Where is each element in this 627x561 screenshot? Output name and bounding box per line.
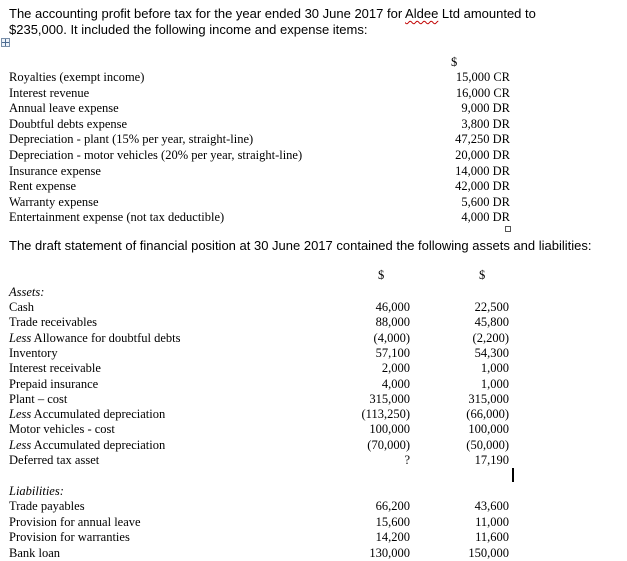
asset-row-label xyxy=(9,407,165,422)
asset-row-prefix: Less xyxy=(9,330,32,345)
asset-row-value-1: ? xyxy=(404,453,410,467)
ie-row-amount: 42,000 DR xyxy=(455,179,510,194)
table-resize-handle-icon[interactable] xyxy=(505,226,511,232)
asset-row-text: Accumulated depreciation xyxy=(31,437,166,452)
asset-row-label xyxy=(9,331,181,346)
liability-row-label: Provision for annual leave xyxy=(9,514,141,529)
liability-row-label: Trade payables xyxy=(9,499,85,513)
liability-row-value-2: 43,600 xyxy=(474,499,509,513)
ie-row-amount: 4,000 DR xyxy=(461,210,510,225)
asset-row-label xyxy=(9,453,99,468)
ie-row-amount: 14,000 DR xyxy=(455,163,510,178)
asset-row-text: Motor vehicles - cost xyxy=(9,422,115,437)
liability-row-value-1: 130,000 xyxy=(369,545,410,560)
sfp-col2-header: $ xyxy=(479,268,486,282)
ie-row-amount: 9,000 DR xyxy=(461,101,510,116)
asset-row-text: Trade receivables xyxy=(9,315,98,330)
ie-row-amount: 47,250 DR xyxy=(455,132,510,147)
ie-row-amount: 3,800 DR xyxy=(461,116,510,131)
asset-row-value-1: (70,000) xyxy=(367,437,410,452)
liability-row-label: Bank loan xyxy=(9,545,61,560)
asset-row-label xyxy=(9,315,97,330)
asset-row-text: Deferred tax asset xyxy=(9,453,100,467)
asset-row-label xyxy=(9,346,58,361)
asset-row-value-1: 100,000 xyxy=(369,422,410,437)
liability-row-value-1: 15,600 xyxy=(375,514,410,529)
asset-row-text: Prepaid insurance xyxy=(9,376,99,391)
intro-line-2: $235,000. It included the following income and expense items: xyxy=(9,22,368,37)
liabilities-heading: Liabilities: xyxy=(9,484,64,498)
ie-row-label: Depreciation - motor vehicles (20% per year, straight-line) xyxy=(9,148,303,162)
liability-row-label: Provision for warranties xyxy=(9,530,130,545)
asset-row-value-2: 1,000 xyxy=(480,361,509,376)
liability-row-value-2: 150,000 xyxy=(468,545,509,560)
asset-row-text: Interest receivable xyxy=(9,361,101,376)
liability-row-value-1: 66,200 xyxy=(375,499,410,513)
asset-row-value-2: 22,500 xyxy=(474,300,509,314)
company-name: Aldee xyxy=(405,6,439,21)
asset-row-label xyxy=(9,377,98,392)
asset-row-value-1: (4,000) xyxy=(373,330,410,345)
ie-row-label: Warranty expense xyxy=(9,194,99,209)
asset-row-value-2: (50,000) xyxy=(466,437,509,452)
asset-row-prefix: Less xyxy=(9,407,32,422)
intro-text-b: Ltd amounted to xyxy=(438,6,536,21)
asset-row-value-1: 2,000 xyxy=(381,361,410,376)
asset-row-label xyxy=(9,422,115,437)
asset-row-value-1: 315,000 xyxy=(369,391,410,406)
asset-row-label xyxy=(9,361,101,376)
ie-row-label: Annual leave expense xyxy=(9,101,119,116)
asset-row-value-2: 45,800 xyxy=(474,315,509,330)
ie-row-label: Interest revenue xyxy=(9,85,90,100)
asset-row-value-1: 4,000 xyxy=(381,376,410,391)
ie-row-label: Depreciation - plant (15% per year, straight-line) xyxy=(9,132,254,147)
ie-row-label: Doubtful debts expense xyxy=(9,116,128,131)
asset-row-text: Inventory xyxy=(9,345,58,360)
asset-row-value-2: 17,190 xyxy=(474,453,509,467)
asset-row-value-2: 315,000 xyxy=(468,391,509,406)
ie-row-amount: 5,600 DR xyxy=(461,194,510,209)
text-cursor xyxy=(512,468,514,482)
ie-row-amount: 16,000 CR xyxy=(455,85,510,100)
asset-row-text: Plant – cost xyxy=(9,391,68,406)
asset-row-text: Accumulated depreciation xyxy=(31,407,166,422)
sfp-col1-header: $ xyxy=(378,268,385,282)
ie-currency-header: $ xyxy=(451,55,458,69)
liability-row-value-2: 11,000 xyxy=(475,514,509,529)
intro-line-1 xyxy=(9,6,536,21)
liability-row-value-1: 14,200 xyxy=(375,530,410,545)
asset-row-prefix: Less xyxy=(9,437,32,452)
asset-row-text: Cash xyxy=(9,300,34,314)
asset-row-value-1: 88,000 xyxy=(375,315,410,330)
asset-row-value-1: 46,000 xyxy=(375,300,410,314)
ie-row-amount: 20,000 DR xyxy=(455,148,510,162)
table-move-handle-icon[interactable] xyxy=(1,38,10,47)
asset-row-label xyxy=(9,392,67,407)
asset-row-label xyxy=(9,300,34,315)
asset-row-text: Allowance for doubtful debts xyxy=(31,330,181,345)
ie-row-label: Insurance expense xyxy=(9,163,101,178)
asset-row-value-2: (2,200) xyxy=(472,330,509,345)
ie-row-amount: 15,000 CR xyxy=(455,70,510,84)
ie-row-label: Royalties (exempt income) xyxy=(9,70,145,84)
asset-row-value-2: 100,000 xyxy=(468,422,509,437)
asset-row-value-2: 1,000 xyxy=(480,376,509,391)
sfp-intro: The draft statement of financial position at 30 June 2017 contained the following assets and liabilities: xyxy=(9,238,592,253)
asset-row-value-2: 54,300 xyxy=(474,345,509,360)
asset-row-label xyxy=(9,438,165,453)
ie-row-label: Entertainment expense (not tax deductible) xyxy=(9,210,225,225)
intro-text-a: The accounting profit before tax for the year ended 30 June 2017 for xyxy=(9,6,406,21)
liability-row-value-2: 11,600 xyxy=(475,530,509,545)
asset-row-value-1: (113,250) xyxy=(361,407,410,422)
ie-row-label: Rent expense xyxy=(9,179,76,194)
assets-heading: Assets: xyxy=(9,285,45,299)
asset-row-value-1: 57,100 xyxy=(375,345,410,360)
asset-row-value-2: (66,000) xyxy=(466,407,509,422)
